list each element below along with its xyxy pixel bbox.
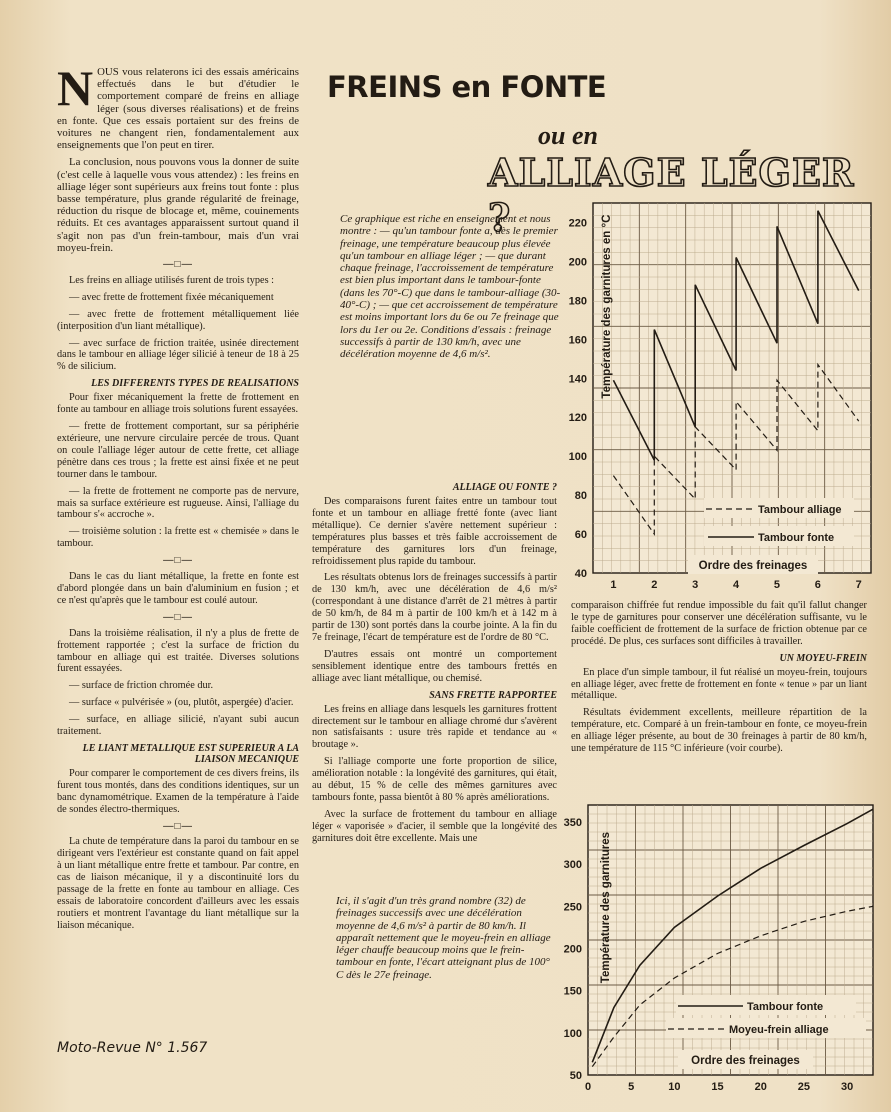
chart-commentary: Ce graphique est riche en enseignement et nous montre : — qu'un tambour fonte a, dès le premier freinage, une température beaucoup plus élevée qu'un tambour en alliage léger ; — que durant chaque freinage, l'accroissement de température est bien plus important dans le tambour-fonte (dans les 70°-C) que dans le tambour-alliage (30-40°-C) ; — que cet accroissement de température est moins important lors du 6e ou 7e freinage que lors du 1er ou 2e. Conditions d'essais : freinage successifs à partir de 130 km/h, avec une décélération moyenne de 4,6 m/s². bbox=[340, 213, 561, 361]
paragraph: En place d'un simple tambour, il fut réalisé un moyeu-frein, toujours en alliage léger, avec frette de frottement en fonte « tenue » par un liant métallique. bbox=[571, 666, 867, 702]
paragraph: Avec la surface de frottement du tambour en alliage léger « vaporisée » d'acier, il semble que la longévité des garnitures doit être excellente. Mais une bbox=[312, 808, 557, 844]
paragraph: Les freins en alliage utilisés furent de trois types : bbox=[69, 274, 275, 286]
paragraph: Pour fixer mécaniquement la frette de frottement en fonte au tambour en alliage trois solutions furent essayées. bbox=[57, 392, 299, 416]
legend-label: Tambour alliage bbox=[758, 504, 842, 516]
separator: —□— bbox=[163, 820, 193, 832]
y-tick-label: 80 bbox=[574, 490, 587, 503]
x-tick-label: 10 bbox=[668, 1081, 681, 1093]
y-tick-label: 100 bbox=[563, 1027, 582, 1040]
x-tick-label: 5 bbox=[773, 579, 781, 591]
paragraph: La chute de température dans la paroi du tambour en se dirigeant vers l'extérieur est constante quand on fait appel à un liant métallique entre frette et tambour. Par contre, en cas de liaison mécanique, il y a discontinuité lors du passage de la frette en fonte au tambour en alliage. Ces essais de laboratoire concordent d'ailleurs avec les essais routiers et montrent l'avantage du liant métallique sur la liaison mécanique. bbox=[57, 836, 299, 931]
legend-label: Tambour fonte bbox=[758, 532, 835, 544]
y-tick-label: 350 bbox=[563, 816, 582, 829]
section-heading: LE LIANT METALLIQUE EST SUPERIEUR A LA LIAISON MECANIQUE bbox=[82, 742, 299, 765]
paragraph: — la frette de frottement ne comporte pas de nervure, mais sa surface extérieure est rugueuse. Ainsi, l'alliage du tambour s'« accroche ». bbox=[57, 485, 299, 521]
x-tick-label: 30 bbox=[840, 1081, 854, 1093]
y-axis-label: Température des garnitures bbox=[600, 831, 612, 984]
section-heading: UN MOYEU-FREIN bbox=[779, 652, 867, 664]
x-tick-label: 0 bbox=[584, 1081, 592, 1093]
y-tick-label: 180 bbox=[568, 295, 587, 308]
y-tick-label: 300 bbox=[563, 859, 582, 872]
x-tick-label: 2 bbox=[651, 579, 658, 591]
paragraph: — surface de friction chromée dur. bbox=[69, 680, 214, 692]
paragraph: Les résultats obtenus lors de freinages successifs à partir de 130 km/h, avec une décélération de 4,6 m/s² (correspondant à une distance d'arrêt de 21 mètres à partir de 50 km/h, de 84 m à partir de 100 km/h et à 142 m à partir de 130) sont portés dans la courbe jointe. A la fin du 7e freinage, l'écart de température est de l'ordre de 80 °C. bbox=[312, 572, 557, 643]
x-axis-label: Ordre des freinages bbox=[698, 560, 808, 572]
paragraph: Dans le cas du liant métallique, la frette en fonte est d'abord plongée dans un bain d'aluminium en fusion ; et ce n'est qu'après que le tambour est coulé autour. bbox=[57, 571, 299, 606]
y-tick-label: 60 bbox=[574, 529, 587, 542]
y-axis-label: Température des garnitures en °C bbox=[601, 214, 613, 399]
section-heading: ALLIAGE OU FONTE ? bbox=[452, 482, 557, 493]
separator: —□— bbox=[163, 555, 193, 567]
footer-issue: Moto-Revue N° 1.567 bbox=[57, 1040, 208, 1056]
x-tick-label: 15 bbox=[711, 1081, 724, 1093]
y-tick-label: 100 bbox=[568, 451, 587, 464]
paragraph: — avec surface de friction traitée, usinée directement dans le tambour en alliage léger silicié à teneur de 18 à 25 % de silicium. bbox=[57, 337, 299, 373]
drop-cap: N bbox=[57, 60, 94, 116]
x-axis-label: Ordre des freinages bbox=[691, 1055, 800, 1067]
conclusion-paragraph: La conclusion, nous pouvons vous la donner de suite (c'est celle à laquelle vous vous attendez) : les freins en alliage léger sont supérieurs aux freins tout fonte : plus basse température, plus grande régularité de freinage, réduction du risque de blocage et, même, couinements réduits. Et ces avantages apparaissent surtout quand il s'agit non pas d'un frein-tambour, mais d'un vrai moyeu-frein. bbox=[57, 156, 299, 254]
y-tick-label: 120 bbox=[568, 412, 587, 425]
x-tick-label: 7 bbox=[855, 579, 862, 591]
column-left bbox=[57, 60, 299, 937]
paragraph: comparaison chiffrée fut rendue impossible du fait qu'il fallut changer le type de garnitures pour conserver une décélération suffisante, vu le faible coefficient de frottement de la surface de friction obtenue par ce procédé. De plus, ces surfaces sont difficiles à travailler. bbox=[571, 600, 867, 647]
paragraph: — avec frette de frottement fixée mécaniquement bbox=[69, 291, 274, 303]
y-tick-label: 250 bbox=[563, 901, 582, 914]
title-line-1: FREINS en FONTE bbox=[327, 70, 607, 104]
y-tick-label: 50 bbox=[569, 1070, 582, 1082]
paragraph: Pour comparer le comportement de ces divers freins, ils furent tous montés, dans des conditions identiques, sur un banc dynamométrique. Examen de la température à l'aide de sondes électro-thermiques. bbox=[57, 767, 299, 815]
x-tick-label: 1 bbox=[610, 579, 617, 591]
x-tick-label: 20 bbox=[754, 1081, 767, 1093]
x-tick-label: 6 bbox=[814, 579, 821, 591]
chart-temperature-hub bbox=[548, 800, 878, 1098]
section-heading: SANS FRETTE RAPPORTEE bbox=[429, 689, 557, 701]
paragraph: — avec frette de frottement métalliquement liée (interposition d'un liant métallique). bbox=[57, 308, 299, 332]
y-tick-label: 150 bbox=[563, 985, 582, 998]
paragraph: Si l'alliage comporte une forte proportion de silice, amélioration notable : la longévité des garnitures, qui était, au début, 15 % de celle des mêmes garnitures avec tambours fonte, passa bientôt à 80 % après améliorations. bbox=[312, 756, 557, 803]
x-tick-label: 3 bbox=[692, 579, 699, 591]
column-right bbox=[571, 600, 867, 760]
title-line-2: ou en bbox=[538, 121, 598, 150]
chart-caption: Ici, il s'agit d'un très grand nombre (32) de freinages successifs avec une décélération moyenne de 4,6 m/s² à partir de 80 km/h. Il apparaît nettement que le moyeu-frein en alliage léger chauffe beaucoup moins que le frein-tambour en fonte, l'écart atteignant plus de 100° C dès le 27e freinage. bbox=[336, 895, 551, 981]
y-tick-label: 220 bbox=[568, 217, 587, 230]
y-tick-label: 200 bbox=[563, 943, 582, 956]
x-tick-label: 5 bbox=[628, 1081, 635, 1093]
title-line-3: ALLIAGE LÉGER ? bbox=[488, 150, 855, 240]
paragraph: D'autres essais ont montré un comportement sensiblement identique entre des tambours frettés en alliage avec liant métallique, ou chemisé. bbox=[312, 648, 557, 684]
legend-label: Moyeu-frein alliage bbox=[729, 1024, 829, 1036]
paragraph: Des comparaisons furent faites entre un tambour tout fonte et un tambour en alliage fretté fonte (avec liant métallique). Ce dernier s'avère nettement supérieur : températures plus basses et très faible accroissement de température des garnitures lors d'un freinage, refroidissement plus rapide du tambour. bbox=[312, 496, 557, 567]
chart-temperature-drums bbox=[558, 193, 878, 598]
y-tick-label: 40 bbox=[574, 568, 587, 580]
x-tick-label: 4 bbox=[733, 579, 740, 591]
y-tick-label: 200 bbox=[568, 256, 587, 269]
lead-paragraph: NOUS vous relaterons ici des essais américains effectués dans le but d'étudier le comportement comparé de freins en alliage léger (sous diverses réalisations) et de freins en fonte. Que ces essais portaient sur des freins de voitures ne changent rien, fondamentalement aux enseignements que l'on peut en tirer. bbox=[57, 60, 299, 152]
paragraph: Dans la troisième réalisation, il n'y a plus de frette de frottement rapportée ; c'est la surface de friction du tambour en alliage qui est traitée. Diverses solutions furent essayées. bbox=[57, 627, 299, 675]
paragraph: — surface, en alliage silicié, n'ayant subi aucun traitement. bbox=[57, 714, 299, 738]
paragraph: Résultats évidemment excellents, meilleure répartition de la température, etc. Comparé à un frein-tambour en fonte, ce moyeu-frein en alliage léger présente, au bout de 30 freinages à partir de 80 km/h, une température de 115 °C inférieure (voir courbe). bbox=[571, 707, 867, 755]
separator: —□— bbox=[163, 611, 193, 623]
section-heading: LES DIFFERENTS TYPES DE REALISATIONS bbox=[91, 378, 299, 390]
y-tick-label: 160 bbox=[568, 334, 587, 347]
paragraph: — surface « pulvérisée » (ou, plutôt, aspergée) d'acier. bbox=[69, 697, 294, 709]
column-middle bbox=[312, 478, 557, 850]
legend-label: Tambour fonte bbox=[747, 1001, 824, 1013]
paragraph: Les freins en alliage dans lesquels les garnitures frottent directement sur le tambour en alliage chromé dur s'avèrent non satisfaisants : usure très rapide et tendance au « broutage ». bbox=[312, 703, 557, 751]
separator: —□— bbox=[163, 259, 193, 271]
x-tick-label: 25 bbox=[797, 1081, 811, 1093]
y-tick-label: 140 bbox=[568, 373, 587, 386]
paragraph: — frette de frottement comportant, sur sa périphérie extérieure, une nervure circulaire percée de trous. Quant on coule l'alliage léger autour de cette frette, cet alliage pénètre dans ces trous ; la frette est ainsi fixée et ne peut tourner dans le tambour. bbox=[57, 421, 299, 480]
paragraph: — troisième solution : la frette est « chemisée » dans le tambour. bbox=[57, 526, 299, 550]
